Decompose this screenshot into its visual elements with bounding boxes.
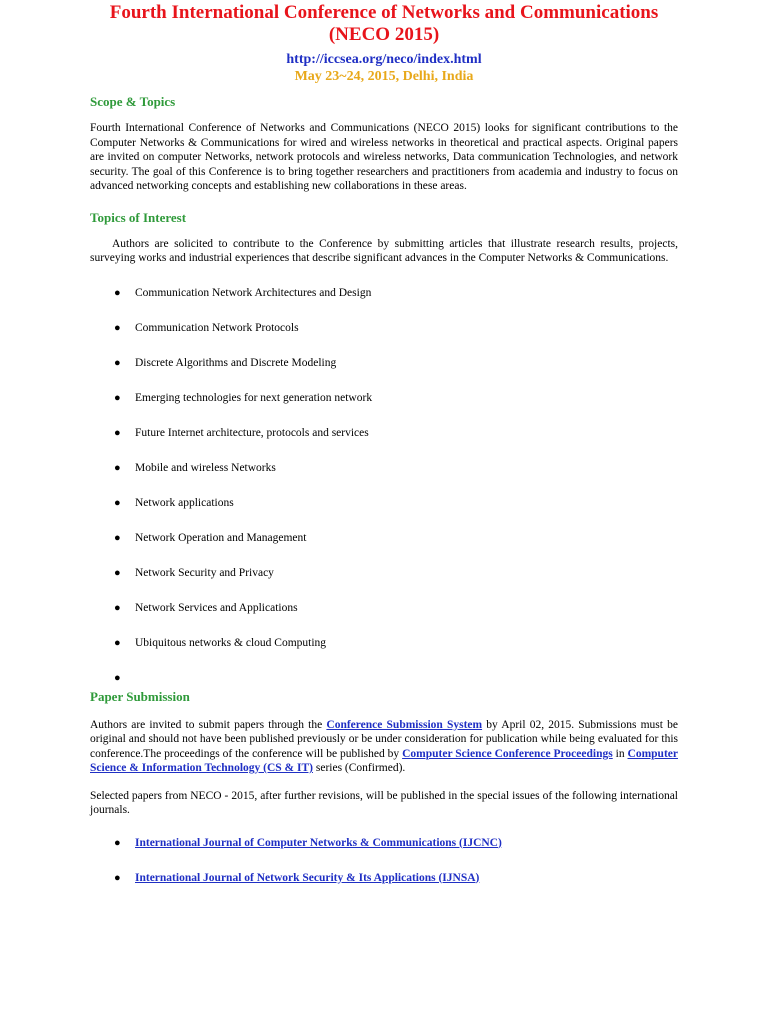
bullet-icon: ● [114,356,121,369]
topic-item: ● Network Security and Privacy [114,566,274,579]
bullet-icon: ● [114,426,121,439]
topic-item-empty [90,671,678,685]
document-page [90,0,678,906]
scope-paragraph: Fourth International Conference of Networks and Communications (NECO 2015) looks for significant contributions to the Computer Networks & Communications for wired and wireless networks in theoretical and practical aspects. Original papers are invited on computer Networks, network protocols and wireless networks, Data communication Technologies, and network security. The goal of this Conference is to bring together researchers and practitioners from academia and industry to focus on advanced networking concepts and establishing new collaborations in these areas. [90,122,678,192]
bullet-icon: ● [114,496,121,509]
topic-item: ● Future Internet architecture, protocols and services [114,426,369,439]
bullet-icon: ● [114,531,121,544]
conference-url [90,52,678,68]
conference-url-link[interactable]: http://iccsea.org/neco/index.html [286,52,482,67]
topics-intro: Authors are solicited to contribute to the Conference by submitting articles that illustrate research results, projects, surveying works and industrial experiences that describe significant advances in the Computer Networks & Communications. [90,237,678,264]
journals-intro: Selected papers from NECO - 2015, after further revisions, will be published in the special issues of the following international journals. [90,789,678,816]
journal-link-ijnsa[interactable]: International Journal of Network Security & Its Applications (IJNSA) [135,871,480,884]
csit-link[interactable]: Computer Science & Information Technology (CS & IT) [90,747,678,774]
topic-item: ● Network Services and Applications [114,601,298,614]
title-line-2: (NECO 2015) [328,24,440,45]
cscp-link[interactable]: Computer Science Conference Proceedings [402,747,613,760]
submission-system-link[interactable]: Conference Submission System [326,718,483,731]
journal-link-ijcnc[interactable]: International Journal of Computer Networks & Communications (IJCNC) [135,836,502,849]
topic-item: ● Mobile and wireless Networks [114,461,276,474]
topics-list [90,286,678,685]
topic-item: ● Network Operation and Management [114,531,307,544]
bullet-icon: ● [114,636,121,649]
submission-paragraph: Authors are invited to submit papers through the Conference Submission System by April 02, 2015. Submissions must be original and should not have been published previously or be under consideration for publication while being evaluated for this conference.The proceedings of the conference will be published by Computer Science Conference Proceedings in Computer Science & Information Technology (CS & IT) series (Confirmed). [90,718,678,774]
topic-item: ● Ubiquitous networks & cloud Computing [114,636,327,649]
topics-heading: Topics of Interest [90,209,187,225]
conference-title [90,2,678,46]
bullet-icon: ● [114,601,121,614]
topic-item: ● Network applications [114,496,234,509]
bullet-icon: ● [114,321,121,334]
topic-item: ● Emerging technologies for next generation network [114,391,373,404]
topic-item: ● Communication Network Protocols [114,321,299,334]
scope-heading: Scope & Topics [90,94,176,109]
bullet-icon: ● [114,871,121,884]
bullet-icon: ● [114,461,121,474]
journal-item [90,836,678,871]
bullet-icon: ● [114,671,121,684]
bullet-icon: ● [114,391,121,404]
topic-item: ● Discrete Algorithms and Discrete Modeling [114,356,337,369]
topic-item: ● Communication Network Architectures and Design [114,286,372,299]
journals-list [90,836,678,906]
submission-heading: Paper Submission [90,688,190,704]
title-line-1: Fourth International Conference of Networks and Communications [109,2,659,23]
conference-date-location: May 23~24, 2015, Delhi, India [294,69,474,84]
bullet-icon: ● [114,566,121,579]
bullet-icon: ● [114,836,121,849]
journal-item [90,871,678,906]
bullet-icon: ● [114,286,121,299]
